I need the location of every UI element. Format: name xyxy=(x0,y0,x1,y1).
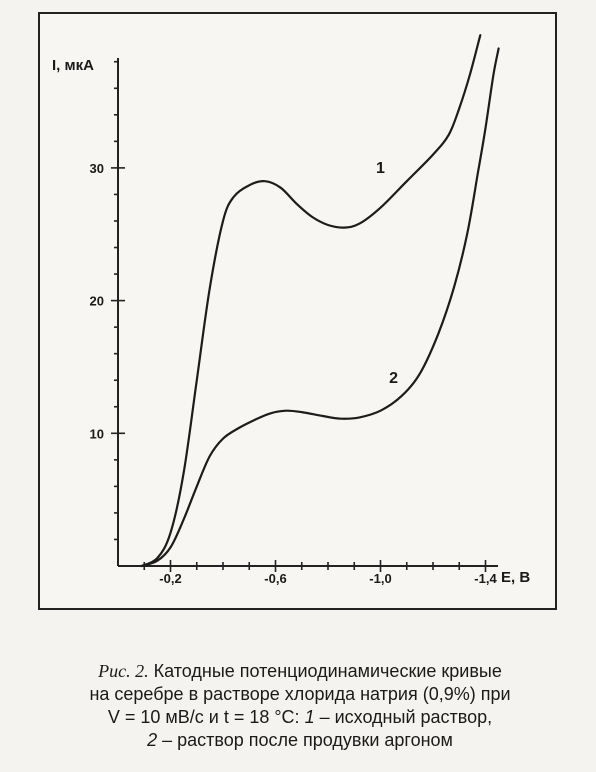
caption-text-1: Катодные потенциодинамические кривые xyxy=(148,661,502,681)
curve-2-label: 2 xyxy=(389,369,399,387)
caption-text-4: – раствор после продувки аргоном xyxy=(157,730,453,750)
x-tick-label: -0,2 xyxy=(159,571,182,586)
curve-1-label: 1 xyxy=(376,160,385,178)
figure-caption xyxy=(30,660,570,752)
x-tick-label: -0,6 xyxy=(264,571,287,586)
caption-line-1 xyxy=(30,660,570,683)
y-tick-label: 10 xyxy=(89,426,104,442)
caption-text-3a: V = 10 мВ/с и t = 18 °С: xyxy=(107,707,305,727)
caption-lead: Рис. 2. xyxy=(98,661,149,681)
caption-line-3 xyxy=(30,706,570,729)
x-tick-label: -1,4 xyxy=(474,571,497,586)
y-tick-label: 30 xyxy=(89,160,104,176)
caption-line-4 xyxy=(30,729,570,752)
axes xyxy=(52,57,530,586)
y-axis-label: I, мкА xyxy=(52,57,94,74)
x-tick-label: -1,0 xyxy=(369,571,392,586)
caption-text-3b: – исходный раствор, xyxy=(314,707,493,727)
curve-2 xyxy=(142,49,499,567)
caption-line-2: на серебре в растворе хлорида натрия (0,9%) при xyxy=(89,684,511,704)
x-axis-label: E, В xyxy=(501,569,531,586)
chart-marks xyxy=(142,35,499,566)
y-tick-label: 20 xyxy=(89,293,104,309)
caption-curve-1-number: 1 xyxy=(304,707,315,727)
curve-1 xyxy=(142,35,481,566)
caption-curve-2-number: 2 xyxy=(147,730,158,750)
